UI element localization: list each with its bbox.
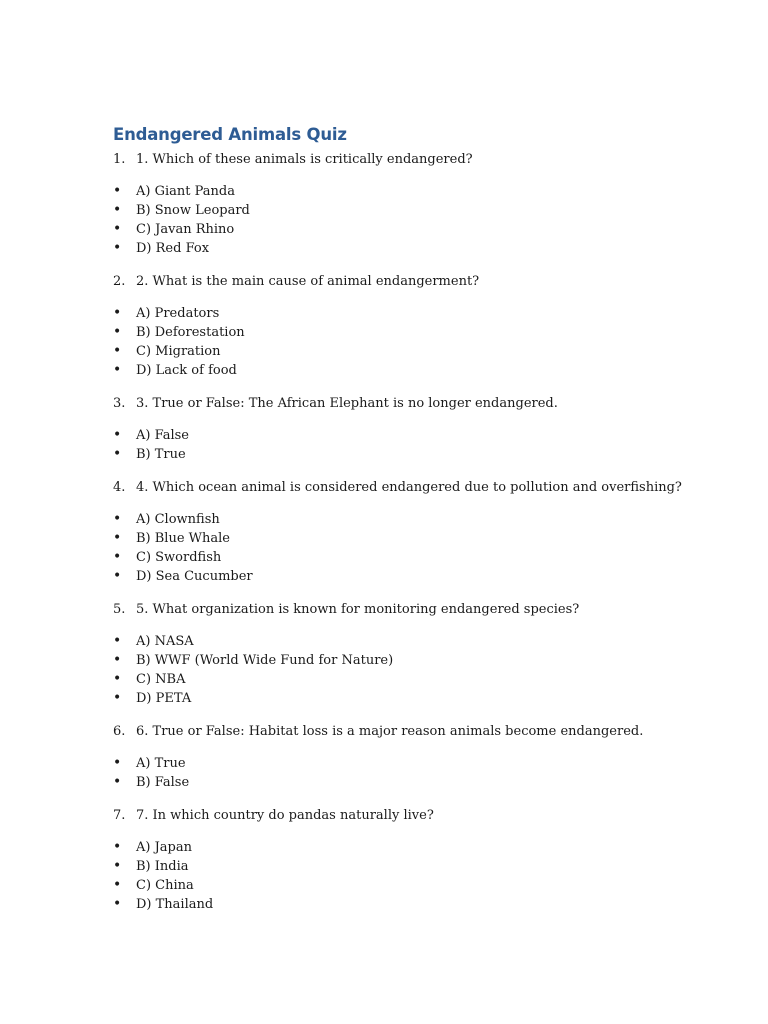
answer-option bbox=[113, 689, 713, 708]
answer-option bbox=[113, 876, 713, 895]
bullet-icon: • bbox=[113, 896, 122, 912]
answer-option-label: B) False bbox=[136, 775, 190, 790]
question-line bbox=[113, 479, 713, 496]
question-item bbox=[113, 807, 713, 914]
answer-option-label: A) Clownfish bbox=[136, 512, 220, 527]
question-text: 5. What organization is known for monitoring endangered species? bbox=[136, 602, 580, 617]
answer-option bbox=[113, 857, 713, 876]
bullet-icon: • bbox=[113, 362, 122, 378]
answer-option bbox=[113, 182, 713, 201]
bullet-icon: • bbox=[113, 858, 122, 874]
answer-option bbox=[113, 342, 713, 361]
question-item bbox=[113, 151, 713, 258]
question-number: 7. bbox=[113, 808, 126, 823]
bullet-icon: • bbox=[113, 549, 122, 565]
bullet-icon: • bbox=[113, 240, 122, 256]
answer-option-label: B) True bbox=[136, 447, 186, 462]
answer-option bbox=[113, 895, 713, 914]
answer-option-label: B) Snow Leopard bbox=[136, 203, 250, 218]
answer-option-label: A) Giant Panda bbox=[136, 184, 235, 199]
question-line bbox=[113, 151, 713, 168]
answer-option bbox=[113, 754, 713, 773]
bullet-icon: • bbox=[113, 755, 122, 771]
question-item bbox=[113, 479, 713, 586]
question-number: 2. bbox=[113, 274, 126, 289]
bullet-icon: • bbox=[113, 511, 122, 527]
answer-options bbox=[113, 754, 713, 792]
bullet-icon: • bbox=[113, 427, 122, 443]
question-text: 4. Which ocean animal is considered endangered due to pollution and overfishing? bbox=[136, 480, 682, 495]
answer-option bbox=[113, 773, 713, 792]
question-text: 1. Which of these animals is critically endangered? bbox=[136, 152, 473, 167]
answer-option-label: C) Swordfish bbox=[136, 550, 222, 565]
bullet-icon: • bbox=[113, 343, 122, 359]
answer-option-label: C) China bbox=[136, 878, 194, 893]
question-text: 2. What is the main cause of animal endangerment? bbox=[136, 274, 480, 289]
bullet-icon: • bbox=[113, 633, 122, 649]
answer-option bbox=[113, 426, 713, 445]
bullet-icon: • bbox=[113, 877, 122, 893]
bullet-icon: • bbox=[113, 183, 122, 199]
answer-option bbox=[113, 510, 713, 529]
answer-options bbox=[113, 632, 713, 708]
answer-option-label: C) NBA bbox=[136, 672, 186, 687]
answer-option bbox=[113, 632, 713, 651]
answer-option-label: D) Thailand bbox=[136, 897, 214, 912]
question-item bbox=[113, 395, 713, 464]
bullet-icon: • bbox=[113, 671, 122, 687]
bullet-icon: • bbox=[113, 221, 122, 237]
bullet-icon: • bbox=[113, 446, 122, 462]
bullet-icon: • bbox=[113, 305, 122, 321]
bullet-icon: • bbox=[113, 530, 122, 546]
bullet-icon: • bbox=[113, 202, 122, 218]
bullet-icon: • bbox=[113, 324, 122, 340]
answer-option-label: A) Predators bbox=[136, 306, 220, 321]
answer-option-label: D) Lack of food bbox=[136, 363, 237, 378]
question-line bbox=[113, 601, 713, 618]
bullet-icon: • bbox=[113, 568, 122, 584]
answer-options bbox=[113, 304, 713, 380]
answer-option-label: A) False bbox=[136, 428, 190, 443]
answer-option-label: B) Deforestation bbox=[136, 325, 245, 340]
question-text: 6. True or False: Habitat loss is a major reason animals become endangered. bbox=[136, 724, 644, 739]
document-page bbox=[113, 124, 713, 929]
answer-option bbox=[113, 548, 713, 567]
question-text: 3. True or False: The African Elephant is no longer endangered. bbox=[136, 396, 558, 411]
answer-option-label: B) WWF (World Wide Fund for Nature) bbox=[136, 653, 394, 668]
answer-options bbox=[113, 510, 713, 586]
answer-option-label: A) NASA bbox=[136, 634, 194, 649]
question-item bbox=[113, 723, 713, 792]
answer-option bbox=[113, 304, 713, 323]
bullet-icon: • bbox=[113, 839, 122, 855]
question-number: 1. bbox=[113, 152, 126, 167]
answer-option-label: A) Japan bbox=[136, 840, 192, 855]
question-number: 5. bbox=[113, 602, 126, 617]
answer-option-label: D) Red Fox bbox=[136, 241, 210, 256]
answer-option bbox=[113, 323, 713, 342]
question-item bbox=[113, 601, 713, 708]
answer-option bbox=[113, 567, 713, 586]
answer-option bbox=[113, 651, 713, 670]
question-number: 4. bbox=[113, 480, 126, 495]
answer-option bbox=[113, 529, 713, 548]
answer-options bbox=[113, 426, 713, 464]
question-number: 6. bbox=[113, 724, 126, 739]
answer-option bbox=[113, 201, 713, 220]
answer-option-label: A) True bbox=[136, 756, 186, 771]
question-item bbox=[113, 273, 713, 380]
answer-options bbox=[113, 182, 713, 258]
document-title: Endangered Animals Quiz bbox=[113, 125, 347, 144]
bullet-icon: • bbox=[113, 774, 122, 790]
answer-option bbox=[113, 670, 713, 689]
answer-option-label: C) Javan Rhino bbox=[136, 222, 235, 237]
answer-option bbox=[113, 361, 713, 380]
bullet-icon: • bbox=[113, 690, 122, 706]
question-text: 7. In which country do pandas naturally live? bbox=[136, 808, 434, 823]
question-line bbox=[113, 395, 713, 412]
answer-option bbox=[113, 838, 713, 857]
question-line bbox=[113, 807, 713, 824]
answer-option-label: D) Sea Cucumber bbox=[136, 569, 253, 584]
question-line bbox=[113, 723, 713, 740]
answer-option-label: C) Migration bbox=[136, 344, 221, 359]
answer-option bbox=[113, 239, 713, 258]
answer-option-label: D) PETA bbox=[136, 691, 192, 706]
answer-options bbox=[113, 838, 713, 914]
question-list bbox=[113, 151, 713, 914]
answer-option bbox=[113, 445, 713, 464]
question-number: 3. bbox=[113, 396, 126, 411]
bullet-icon: • bbox=[113, 652, 122, 668]
answer-option-label: B) India bbox=[136, 859, 189, 874]
answer-option-label: B) Blue Whale bbox=[136, 531, 231, 546]
answer-option bbox=[113, 220, 713, 239]
question-line bbox=[113, 273, 713, 290]
